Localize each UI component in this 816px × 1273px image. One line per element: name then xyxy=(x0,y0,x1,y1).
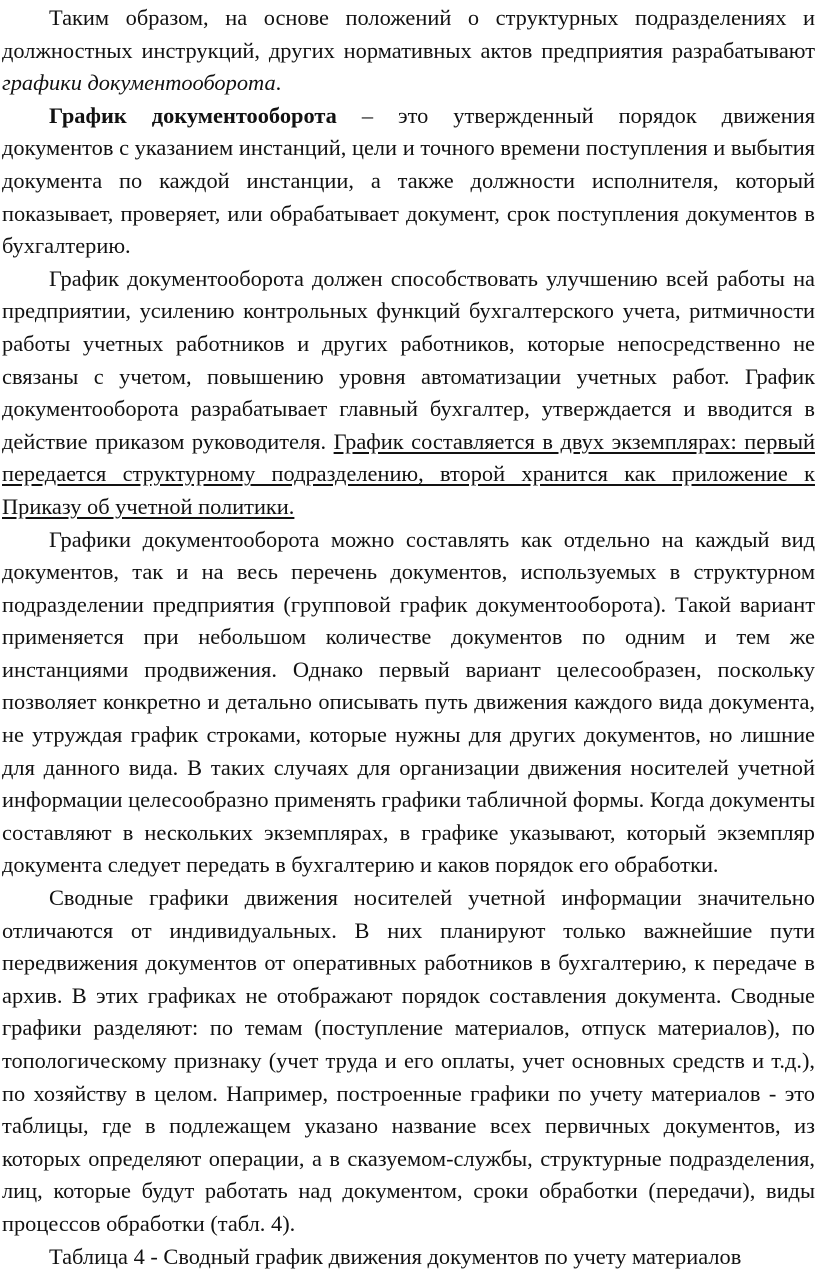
paragraph-3-underlined-text: График составляется в двух экземплярах: первый передается структурному подразделению, второй хранится как приложение к Приказу об учетной политики. xyxy=(2,428,815,519)
paragraph-2-bold-term: График документооборота xyxy=(49,102,337,128)
paragraph-4-text: Графики документооборота можно составлять как отдельно на каждый вид документов, так и на весь перечень документов, используемых в структурном подразделении предприятия (групповой график документооборота). Такой вариант применяется при небольшом количестве документов по одним и тем же инстанциями продвижения. Однако первый вариант целесообразен, поскольку позволяет конкретно и детально описывать путь движения каждого вида документа, не утруждая график строками, которые нужны для других документов, но лишние для данного вида. В таких случаях для организации движения носителей учетной информации целесообразно применять графики табличной формы. Когда документы составляют в нескольких экземплярах, в графике указывают, который экземпляр документа следует передать в бухгалтерию и каков порядок его обработки. xyxy=(2,526,815,878)
paragraph-2-text: – это утвержденный порядок движения документов с указанием инстанций, цели и точного времени поступления и выбытия документа по каждой инстанции, а также должности исполнителя, который показывает, проверяет, или обрабатывает документ, срок поступления документов в бухгалтерию. xyxy=(2,102,815,259)
paragraph-5 xyxy=(2,882,815,1241)
paragraph-5-text: Сводные графики движения носителей учетной информации значительно отличаются от индивидуальных. В них планируют только важнейшие пути передвижения документов от оперативных работников в бухгалтерию, к передаче в архив. В этих графиках не отображают порядок составления документа. Сводные графики разделяют: по темам (поступление материалов, отпуск материалов), по топологическому признаку (учет труда и его оплаты, учет основных средств и т.д.), по хозяйству в целом. Например, построенные графики по учету материалов - это таблицы, где в подлежащем указано название всех первичных документов, из которых определяют операции, а в сказуемом-службы, структурные подразделения, лиц, которые будут работать над документом, сроки обработки (передачи), виды процессов обработки (табл. 4). xyxy=(2,885,815,1236)
table-caption: Таблица 4 - Сводный график движения документов по учету материалов xyxy=(49,1243,742,1269)
paragraph-3 xyxy=(2,263,815,524)
paragraph-3-text: График документооборота должен способствовать улучшению всей работы на предприятии, усилению контрольных функций бухгалтерского учета, ритмичности работы учетных работников и других работников, которые непосредственно не связаны с учетом, повышению уровня автоматизации учетных работ. График документооборота разрабатывает главный бухгалтер, утверждается и вводится в действие приказом руководителя. xyxy=(2,265,815,454)
paragraph-1 xyxy=(2,2,815,100)
paragraph-2 xyxy=(2,100,815,263)
paragraph-1-end: . xyxy=(275,70,282,96)
paragraph-4 xyxy=(2,524,815,883)
paragraph-1-text: Таким образом, на основе положений о структурных подразделениях и должностных инструкций, других нормативных актов предприятия разрабатывают xyxy=(2,5,815,63)
paragraph-1-italic-term: графики документооборота xyxy=(2,70,276,96)
